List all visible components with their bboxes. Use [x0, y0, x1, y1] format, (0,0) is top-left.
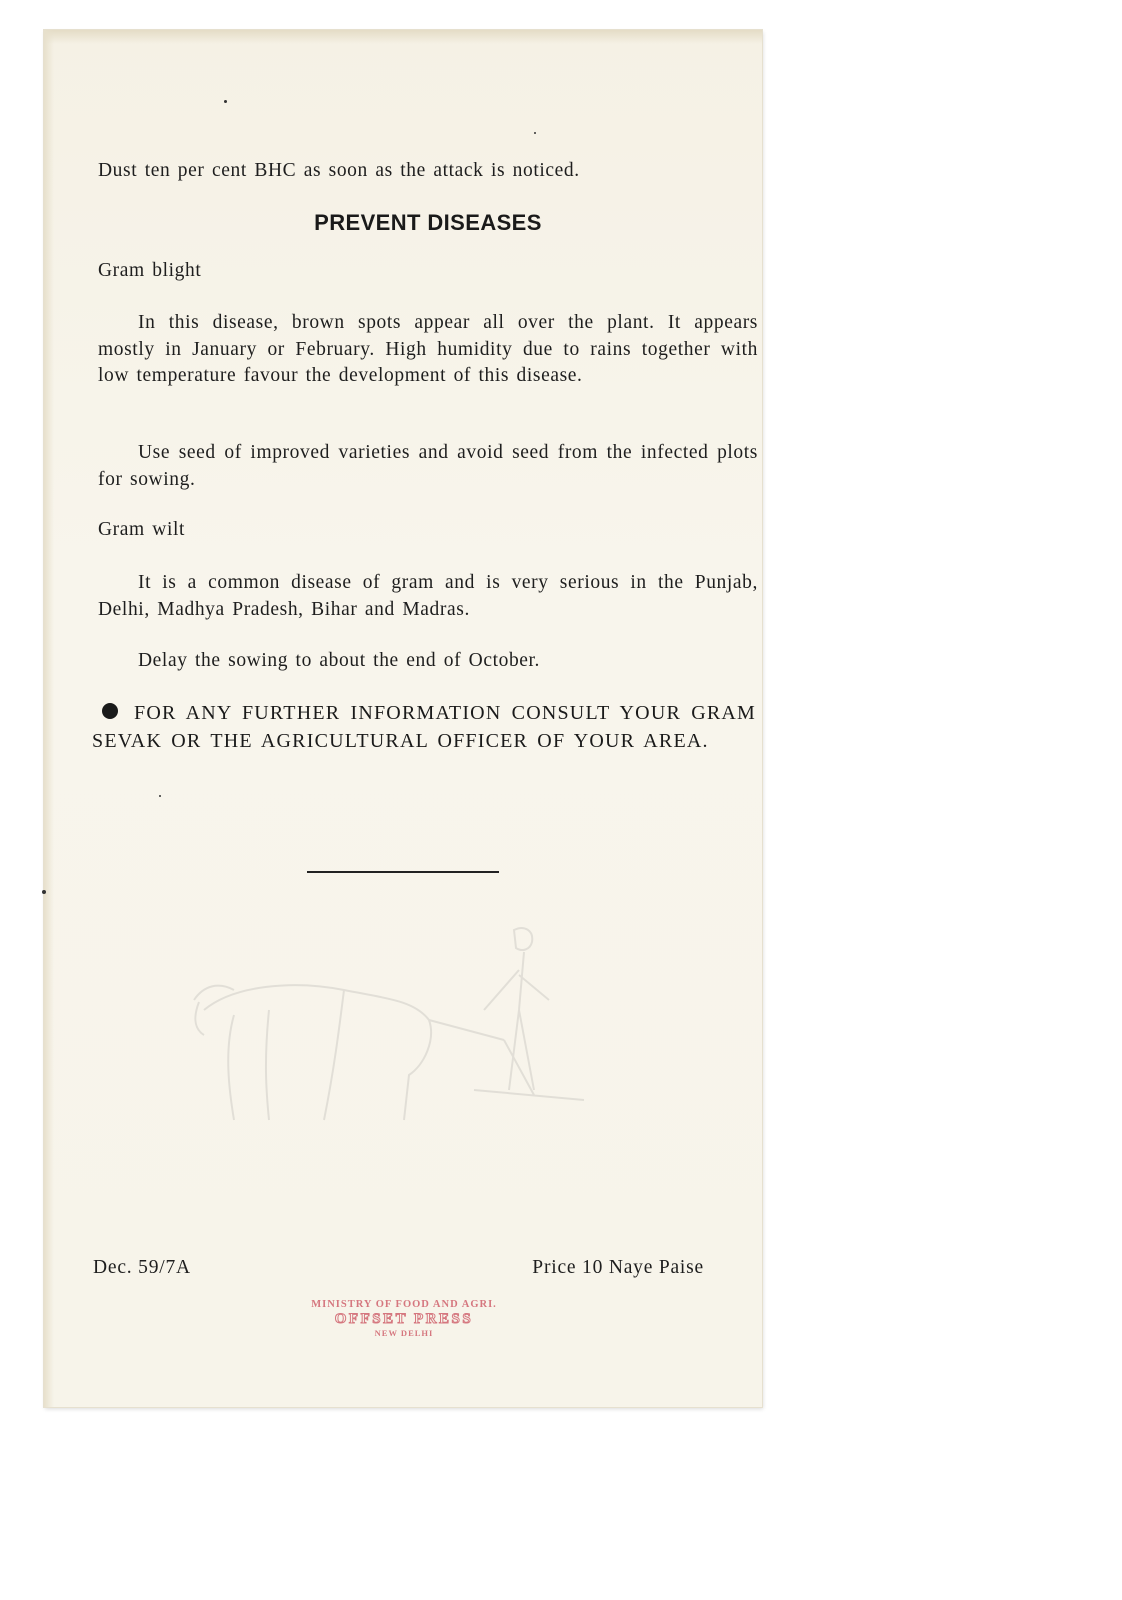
paper-speck [534, 132, 536, 134]
further-info-text: FOR ANY FURTHER INFORMATION CONSULT YOUR GRAM SEVAK OR THE AGRICULTURAL OFFICER OF YOUR AREA. [92, 702, 756, 752]
divider-rule [307, 871, 499, 873]
stamp-press: OFFSET PRESS [334, 1311, 474, 1327]
gram-blight-title: Gram blight [98, 260, 202, 281]
leaflet-code: Dec. 59/7A [93, 1257, 191, 1278]
bleed-through-illustration [174, 890, 594, 1130]
leaflet-page [44, 30, 762, 1407]
intro-line: Dust ten per cent BHC as soon as the attack is noticed. [98, 160, 580, 181]
gram-wilt-para1: It is a common disease of gram and is very serious in the Punjab, Delhi, Madhya Pradesh, Bihar and Madras. [98, 572, 758, 620]
press-stamp [244, 1298, 564, 1339]
stamp-ministry: MINISTRY OF FOOD AND AGRI. [311, 1299, 497, 1310]
stamp-city: NEW DELHI [374, 1328, 434, 1338]
gram-blight-para1: In this disease, brown spots appear all over the plant. It appears mostly in January or February. High humidity due to rains together with low temperature favour the development of this disease. [98, 312, 758, 386]
section-heading: PREVENT DISEASES [314, 210, 542, 235]
gram-wilt-title: Gram wilt [98, 519, 186, 540]
gram-blight-para2: Use seed of improved varieties and avoid seed from the infected plots for sowing. [98, 442, 758, 490]
bullet-icon [102, 703, 118, 719]
paper-speck [159, 795, 161, 797]
scan-speck [42, 890, 46, 894]
paper-speck [224, 100, 227, 103]
leaflet-price: Price 10 Naye Paise [532, 1257, 704, 1278]
further-info-note [92, 700, 756, 755]
gram-wilt-para2: Delay the sowing to about the end of October. [138, 650, 541, 671]
